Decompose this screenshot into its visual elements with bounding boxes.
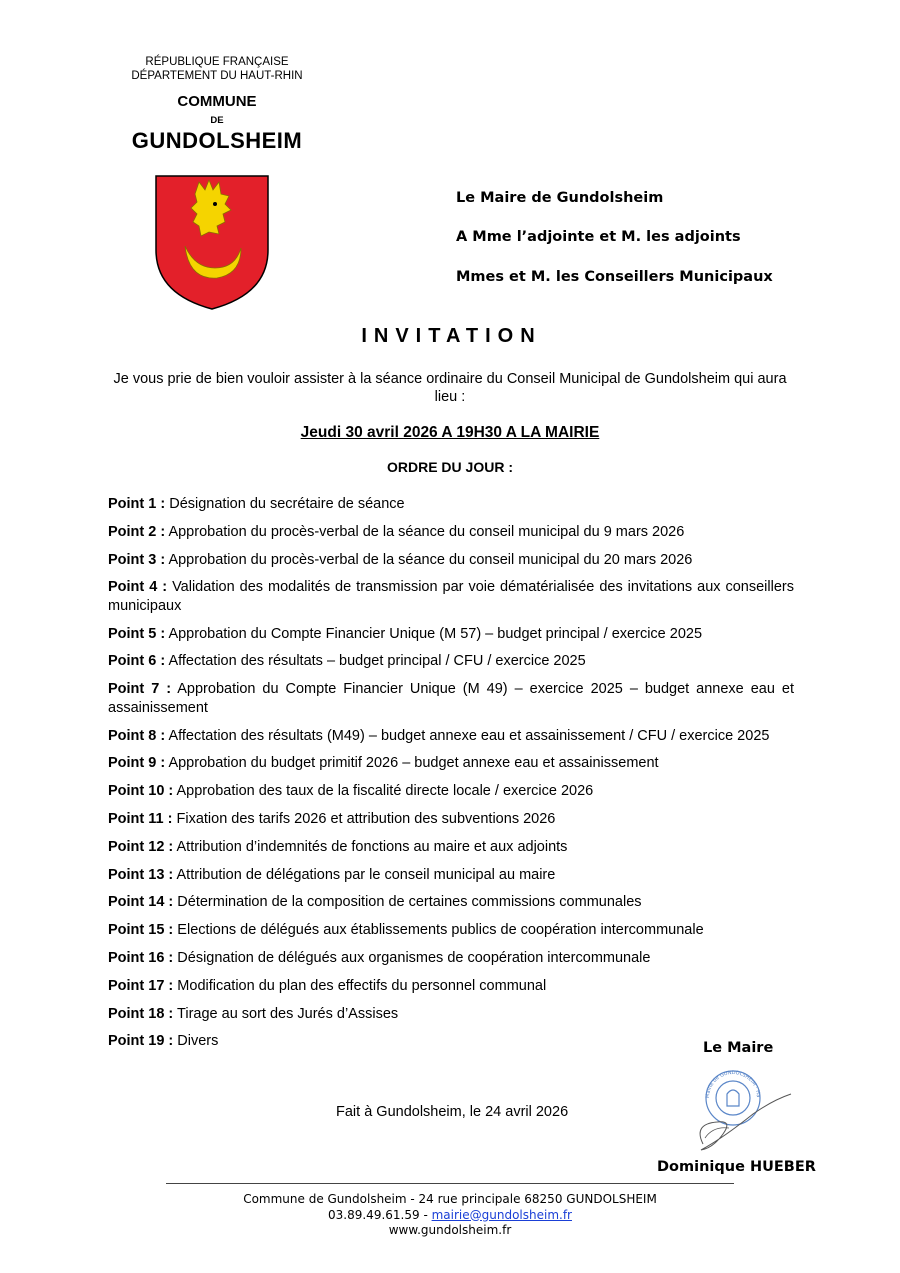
point-text: Approbation des taux de la fiscalité directe locale / exercice 2026 bbox=[176, 783, 594, 800]
point-label: Point 6 : bbox=[108, 653, 166, 670]
agenda-point bbox=[108, 652, 794, 671]
point-text: Approbation du budget primitif 2026 – budget annexe eau et assainissement bbox=[168, 755, 659, 772]
point-text: Divers bbox=[177, 1033, 219, 1050]
agenda-title: ORDRE DU JOUR : bbox=[386, 459, 513, 475]
point-text: Approbation du procès-verbal de la séance du conseil municipal du 9 mars 2026 bbox=[168, 523, 685, 540]
commune-name: GUNDOLSHEIM bbox=[131, 128, 303, 153]
invitation-title: INVITATION bbox=[361, 325, 542, 347]
agenda-point bbox=[108, 551, 794, 570]
de-label: DE bbox=[210, 115, 224, 126]
point-text: Désignation du secrétaire de séance bbox=[169, 496, 405, 512]
point-label: Point 9 : bbox=[108, 755, 166, 772]
agenda-point bbox=[108, 578, 794, 615]
point-text: Affectation des résultats (M49) – budget annexe eau et assainissement / CFU / exercice 2025 bbox=[168, 727, 770, 744]
agenda-point bbox=[108, 810, 794, 829]
agenda-point bbox=[108, 949, 794, 968]
agenda-point bbox=[108, 625, 794, 644]
point-label: Point 17 : bbox=[108, 977, 174, 994]
point-text: Attribution d’indemnités de fonctions au maire et aux adjoints bbox=[176, 838, 568, 855]
meeting-date: Jeudi 30 avril 2026 A 19H30 A LA MAIRIE bbox=[300, 424, 600, 441]
agenda-point bbox=[108, 893, 794, 912]
agenda-point bbox=[108, 1005, 794, 1024]
point-label: Point 11 : bbox=[108, 810, 173, 827]
point-text: Approbation du procès-verbal de la séance du conseil municipal du 20 mars 2026 bbox=[168, 551, 693, 568]
agenda-point bbox=[108, 921, 794, 940]
point-text: Approbation du Compte Financier Unique (M 49) – exercice 2025 – budget annexe eau et assainissement bbox=[108, 681, 794, 716]
addressee-mayor: Le Maire de Gundolsheim bbox=[456, 190, 664, 206]
footer-phone: 03.89.49.61.59 bbox=[328, 1207, 420, 1222]
footer-separator: - bbox=[419, 1207, 432, 1222]
point-label: Point 10 : bbox=[108, 783, 174, 800]
agenda-list bbox=[108, 495, 794, 1060]
agenda-point bbox=[108, 1032, 794, 1051]
department-label: DÉPARTEMENT DU HAUT-RHIN bbox=[131, 70, 303, 82]
point-label: Point 19 : bbox=[108, 1033, 174, 1050]
republic-label: RÉPUBLIQUE FRANÇAISE bbox=[145, 56, 289, 68]
mayor-stamp-signature-icon bbox=[683, 1064, 798, 1156]
coat-of-arms-icon bbox=[153, 172, 271, 312]
commune-label: COMMUNE bbox=[177, 93, 257, 110]
point-label: Point 12 : bbox=[108, 838, 174, 855]
agenda-point bbox=[108, 782, 794, 801]
point-label: Point 2 : bbox=[108, 523, 166, 540]
place-date: Fait à Gundolsheim, le 24 avril 2026 bbox=[336, 1104, 569, 1120]
point-text: Validation des modalités de transmission par voie dématérialisée des invitations aux conseillers municipaux bbox=[108, 579, 794, 614]
point-text: Fixation des tarifs 2026 et attribution des subventions 2026 bbox=[176, 810, 556, 827]
intro-text: Je vous prie de bien vouloir assister à la séance ordinaire du Conseil Municipal de Gundolsheim qui aura lieu : bbox=[113, 371, 787, 405]
point-text: Affectation des résultats – budget principal / CFU / exercice 2025 bbox=[168, 653, 586, 670]
footer-email-link[interactable]: mairie@gundolsheim.fr bbox=[431, 1207, 572, 1222]
point-label: Point 14 : bbox=[108, 894, 174, 911]
addressee-councillors: Mmes et M. les Conseillers Municipaux bbox=[456, 269, 773, 285]
point-label: Point 5 : bbox=[108, 625, 166, 642]
point-label: Point 4 : bbox=[108, 579, 168, 596]
agenda-point bbox=[108, 838, 794, 857]
point-text: Modification du plan des effectifs du personnel communal bbox=[177, 977, 547, 994]
stamp-text: Mairie de GUNDOLSHEIM · Ha bbox=[704, 1069, 762, 1099]
point-label: Point 18 : bbox=[108, 1005, 174, 1022]
point-label: Point 7 : bbox=[108, 681, 172, 698]
point-label: Point 1 : bbox=[108, 496, 166, 512]
point-text: Détermination de la composition de certaines commissions communales bbox=[177, 894, 642, 911]
agenda-point bbox=[108, 977, 794, 996]
signer-role: Le Maire bbox=[703, 1040, 774, 1056]
point-label: Point 8 : bbox=[108, 727, 166, 744]
point-label: Point 13 : bbox=[108, 866, 174, 883]
footer-divider bbox=[166, 1183, 734, 1184]
addressee-adjoints: A Mme l’adjointe et M. les adjoints bbox=[456, 229, 741, 245]
agenda-point bbox=[108, 680, 794, 717]
point-text: Elections de délégués aux établissements publics de coopération intercommunale bbox=[177, 922, 704, 939]
agenda-point bbox=[108, 754, 794, 773]
footer-contact bbox=[0, 1208, 900, 1224]
agenda-point bbox=[108, 727, 794, 746]
signer-name: Dominique HUEBER bbox=[657, 1159, 816, 1175]
agenda-point bbox=[108, 523, 794, 542]
point-label: Point 3 : bbox=[108, 551, 166, 568]
point-text: Approbation du Compte Financier Unique (M 57) – budget principal / exercice 2025 bbox=[168, 625, 703, 642]
point-text: Attribution de délégations par le conseil municipal au maire bbox=[176, 866, 556, 883]
footer-address: Commune de Gundolsheim - 24 rue principale 68250 GUNDOLSHEIM bbox=[243, 1192, 657, 1206]
footer-website: www.gundolsheim.fr bbox=[388, 1223, 512, 1237]
footer bbox=[0, 1192, 900, 1239]
point-label: Point 16 : bbox=[108, 949, 174, 966]
agenda-point bbox=[108, 495, 794, 514]
point-text: Désignation de délégués aux organismes de coopération intercommunale bbox=[177, 949, 651, 966]
point-label: Point 15 : bbox=[108, 922, 174, 939]
agenda-point bbox=[108, 866, 794, 885]
point-text: Tirage au sort des Jurés d’Assises bbox=[177, 1005, 399, 1022]
